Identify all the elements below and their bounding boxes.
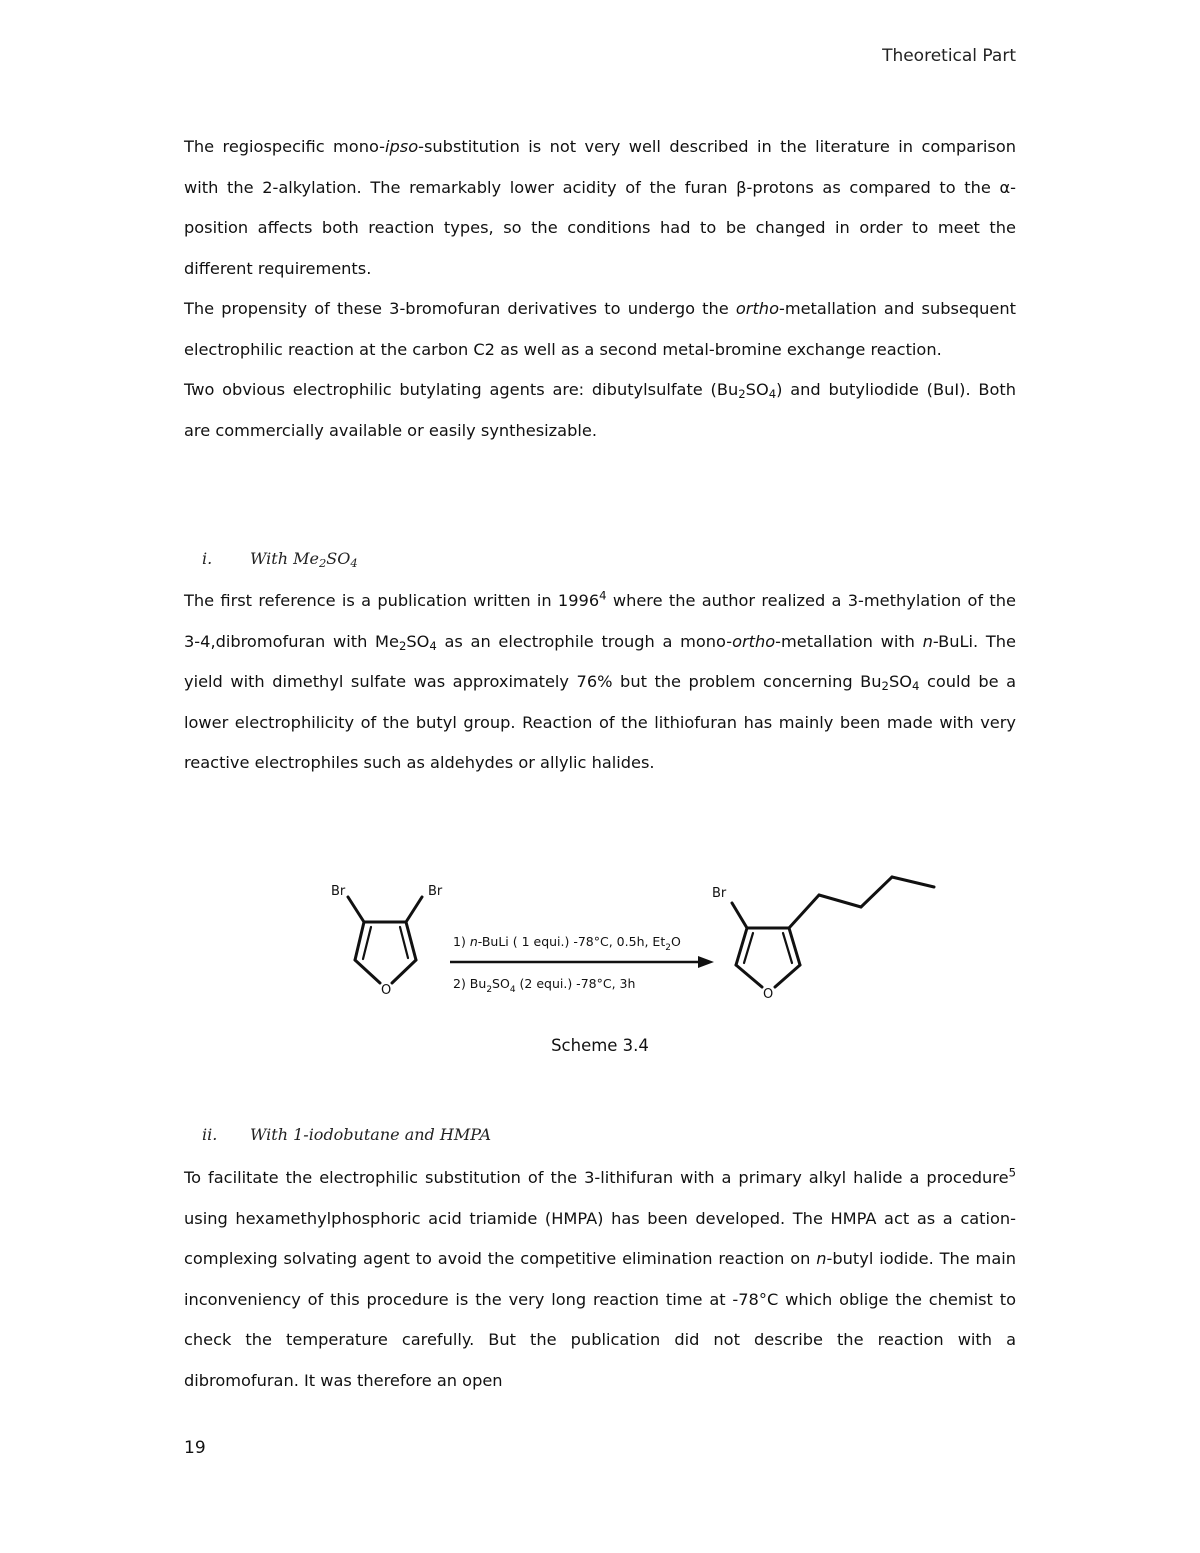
paragraph-butylating-agents: Two obvious electrophilic butylating agents are: dibutylsulfate $(Bu_2SO_4)$ and butyliodide (BuI). Both are commercially available or easily synthesizable.	[184, 380, 1017, 440]
paragraph-regiospecific: The regiospecific mono-ipso-substitution is not very well described in the literature in comparison with the 2-alkylation. The remarkably lower acidity of the furan β-protons as compared to the α-position affects both reaction types, so the conditions had to be changed in order to meet the different requirements.	[184, 137, 1016, 278]
reference-superscript: 5	[1008, 1165, 1016, 1180]
section-number: ii.	[202, 1125, 218, 1144]
intro-text	[184, 127, 1016, 451]
oxygen-label: O	[381, 983, 392, 998]
paragraph-propensity: The propensity of these 3-bromofuran derivatives to undergo the ortho-metallation and subsequent electrophilic reaction at the carbon C2 as well as a second metal-bromine exchange reaction.	[184, 299, 1016, 359]
running-header: Theoretical Part	[882, 46, 1016, 66]
paragraph-first-reference: The first reference is a publication written in 1996$^4$ where the author realized a 3-methylation of the 3-4,dibromofuran with $Me_2SO_4$ as an electrophile trough a mono-ortho-metallation with n-BuLi. The yield with dimethyl sulfate was approximately 76% but the problem concerning $Bu_2SO_4$ could be a lower electrophilicity of the butyl group. Reaction of the lithiofuran has mainly been made with very reactive electrophiles such as aldehydes or allylic halides.	[184, 588, 1016, 772]
oxygen-label: O	[763, 987, 774, 1002]
condition-step-1: 1) n-BuLi ( 1 equi.) -78°C, 0.5h, $Et_2O$	[453, 934, 681, 953]
arrow-head	[698, 956, 714, 968]
paragraph-hmpa-procedure: To facilitate the electrophilic substitution of the 3-lithifuran with a primary alkyl halide a procedure$^5$ using hexamethylphosphoric acid triamide (HMPA) has been developed. The HMPA act as a cation-complexing solvating agent to avoid the competitive elimination reaction on n-butyl iodide. The main inconveniency of this procedure is the very long reaction time at -78°C which oblige the chemist to check the temperature carefully. But the publication did not describe the reaction with a dibromofuran. It was therefore an open	[184, 1165, 1016, 1390]
reference-superscript: 4	[599, 588, 607, 603]
section-heading-me2so4: i. With $Me_2SO_4$	[202, 549, 358, 570]
condition-step-2: 2) $Bu_2SO_4$ (2 equi.) -78°C, 3h	[453, 976, 636, 995]
bromine-label: Br	[712, 886, 727, 901]
section2-text	[184, 1158, 1016, 1401]
reaction-scheme	[300, 865, 960, 1015]
section-heading-iodobutane: ii. With 1-iodobutane and HMPA	[202, 1125, 492, 1144]
reactant-dibromofuran	[348, 897, 422, 983]
product-bromobutylfuran	[732, 877, 934, 987]
page-number: 19	[184, 1438, 206, 1458]
section-number: i.	[202, 549, 213, 568]
bromine-label: Br	[331, 884, 346, 899]
bromine-label: Br	[428, 884, 443, 899]
scheme-caption: Scheme 3.4	[551, 1036, 649, 1055]
section1-text	[184, 581, 1016, 784]
